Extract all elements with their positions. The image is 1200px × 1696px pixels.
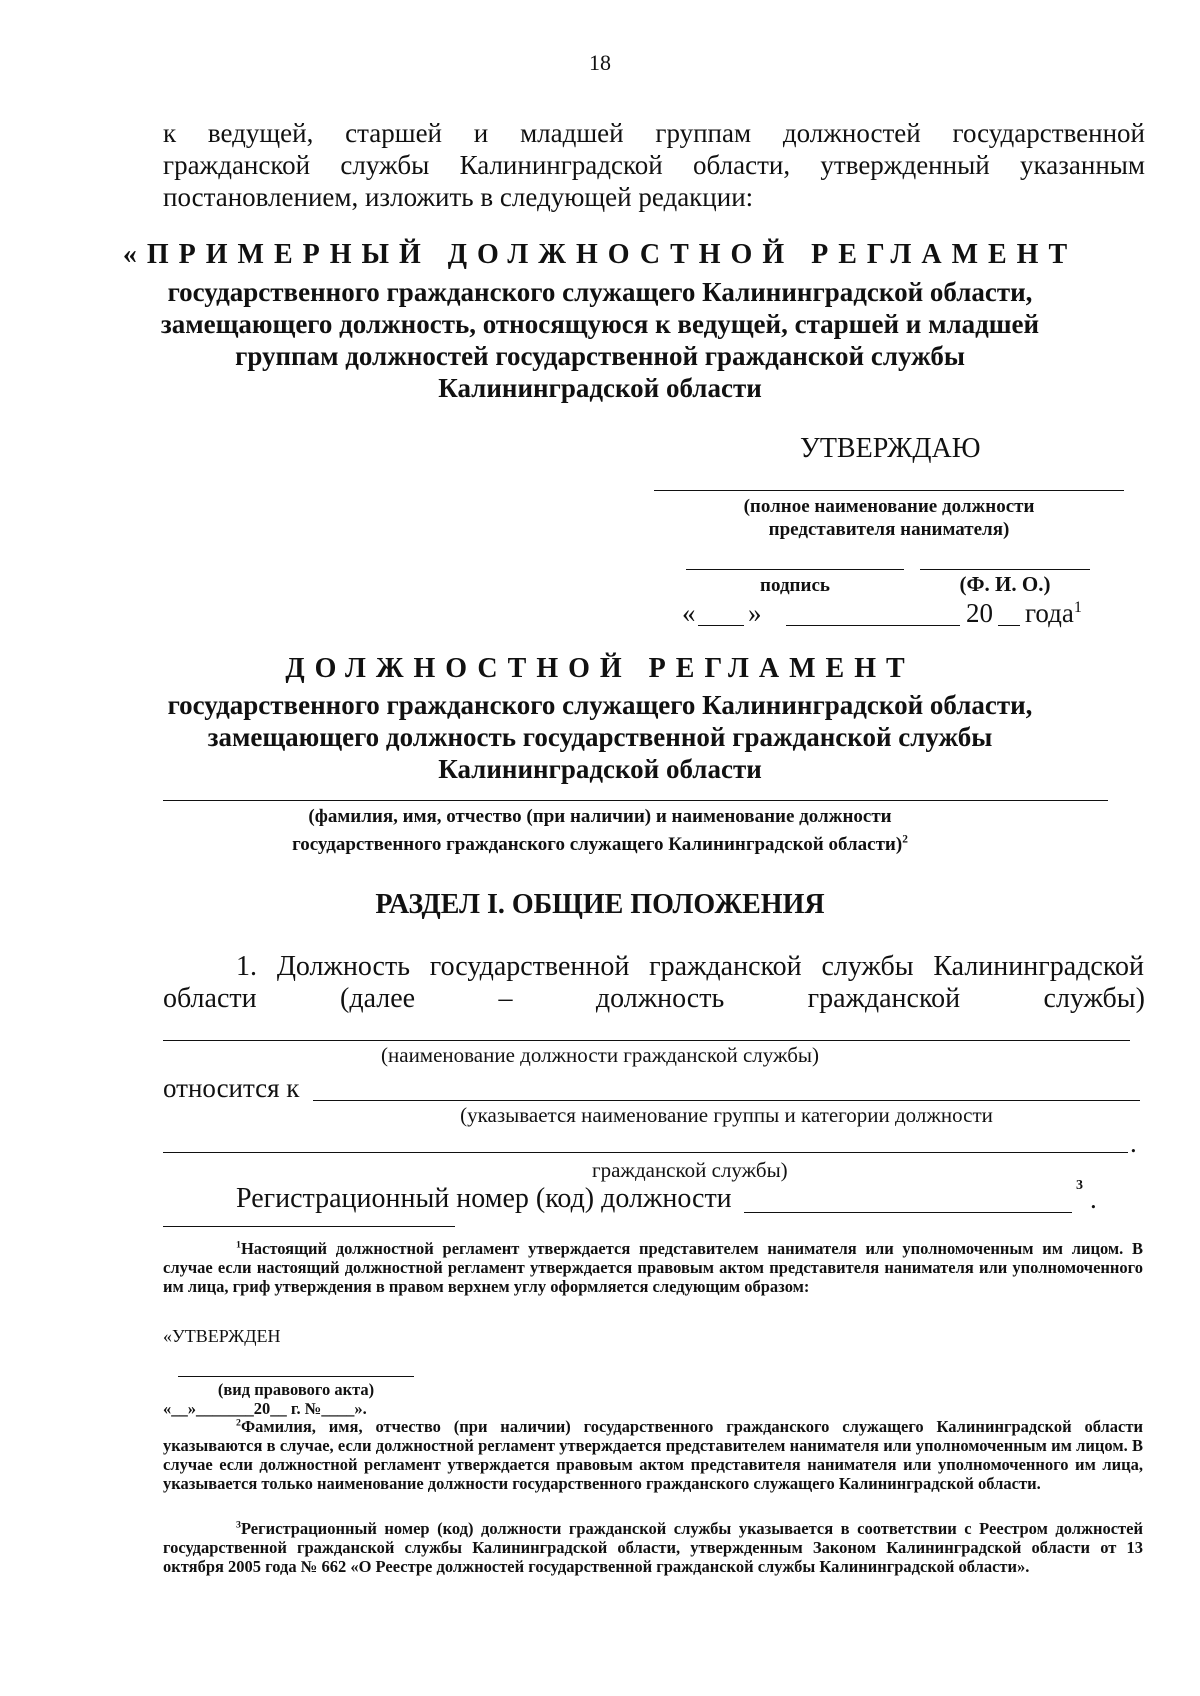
- p1-word: области: [163, 983, 257, 1014]
- p1-word: гражданской: [807, 983, 961, 1014]
- heading1-line-3: замещающего должность, относящуюся к ведущей, старшей и младшей: [160, 309, 1040, 339]
- act-date: «__»_______20__ г. №____».: [163, 1399, 367, 1418]
- signature-line: [686, 569, 904, 570]
- reg-number-label: Регистрационный номер (код) должности: [236, 1183, 732, 1214]
- footnote-2-marker: 2: [236, 1417, 241, 1429]
- date-quote-close: »: [748, 598, 762, 628]
- group-line-2: [163, 1152, 1128, 1153]
- act-type-caption: (вид правового акта): [217, 1380, 375, 1399]
- approval-caption-1: (полное наименование должности: [743, 496, 1035, 517]
- approval-caption-2: представителя нанимателя): [768, 519, 1010, 540]
- heading2-title: ДОЛЖНОСТНОЙ РЕГЛАМЕНТ: [285, 653, 915, 684]
- approval-label: УТВЕРЖДАЮ: [800, 433, 981, 464]
- intro-line-1: к ведущей, старшей и младшей группам должностей государственной: [163, 118, 1145, 148]
- date-year-suffix: года$^1$: [1025, 598, 1082, 628]
- heading1-title: «ПРИМЕРНЫЙ ДОЛЖНОСТНОЙ РЕГЛАМЕНТ: [122, 239, 1078, 270]
- heading2-line-4: Калининградской области: [438, 754, 762, 784]
- date-month-line: [786, 625, 960, 626]
- p1-word: –: [498, 983, 513, 1014]
- section-title: РАЗДЕЛ I. ОБЩИЕ ПОЛОЖЕНИЯ: [375, 889, 825, 920]
- p1-word: должность: [595, 983, 725, 1014]
- intro-line-3: постановлением, изложить в следующей редакции:: [163, 182, 754, 212]
- footnote-ref-3: 3: [1076, 1178, 1083, 1193]
- group-line: [313, 1100, 1140, 1101]
- heading1-line-4: группам должностей государственной гражданской службы: [235, 341, 965, 371]
- employee-name-line: [163, 800, 1108, 801]
- relates-to-label: относится к: [163, 1073, 300, 1103]
- footnote-separator: [163, 1226, 455, 1227]
- footnote-2: $^2$Фамилия, имя, отчество (при наличии) государственного гражданского служащего Калининградской области указываются в случае, если должностной регламент утверждается представителем нанимателя или уполномоченным им лицом. В случае если должностной регламент утверждается правовым актом представителя нанимателя или уполномоченного им лица, указывается только наименование должности государственного гражданского служащего Калининградской области.: [163, 1417, 1143, 1493]
- paragraph-1-line-1: 1. Должность государственной гражданской службы Калининградской: [236, 951, 1144, 982]
- reg-number-period: .: [1090, 1184, 1097, 1214]
- heading2-caption-1: (фамилия, имя, отчество (при наличии) и наименование должности: [308, 806, 892, 827]
- page-number: 18: [589, 50, 611, 75]
- footnote-ref-2: 2: [902, 833, 908, 846]
- p1-word: (далее: [340, 983, 416, 1014]
- date-year-line: [998, 625, 1020, 626]
- heading1-line-2: государственного гражданского служащего Калининградской области,: [167, 277, 1033, 307]
- approval-position-line: [654, 490, 1124, 491]
- footnote-1: $^1$Настоящий должностной регламент утверждается представителем нанимателя или уполномоченным им лицом. В случае если настоящий должностной регламент утверждается правовым актом представителя нанимателя или уполномоченного им лица, гриф утверждения в правом верхнем углу оформляется следующим образом:: [163, 1239, 1143, 1296]
- signature-caption: подпись: [760, 575, 830, 596]
- date-quote-open: «: [682, 598, 696, 628]
- footnote-3: $^3$Регистрационный номер (код) должности гражданской службы указывается в соответствии с Реестром должностей государственной гражданской службы Калининградской области, утвержденным Законом Калининградской области от 13 октября 2005 года № 662 «О Реестре должностей государственной гражданской службы Калининградской области».: [163, 1519, 1143, 1576]
- heading2-line-3: замещающего должность государственной гражданской службы: [207, 722, 993, 752]
- heading2-line-2: государственного гражданского служащего Калининградской области,: [167, 690, 1033, 720]
- position-caption: (наименование должности гражданской службы): [381, 1043, 819, 1067]
- group-caption-2: гражданской службы): [592, 1158, 788, 1182]
- group-caption: (указывается наименование группы и категории должности: [460, 1103, 993, 1127]
- group-period: .: [1130, 1128, 1137, 1158]
- footnote-ref-1: 1: [1073, 598, 1082, 616]
- date-day-line: [698, 625, 744, 626]
- reg-number-line: [744, 1212, 1072, 1213]
- position-name-line: [163, 1040, 1130, 1041]
- paragraph-1-line-2: [163, 984, 1145, 1014]
- heading2-caption-2: государственного гражданского служащего Калининградской области)$^2$: [292, 833, 908, 855]
- heading1-line-5: Калининградской области: [438, 373, 762, 403]
- fio-caption: (Ф. И. О.): [959, 572, 1051, 596]
- footnote-1-marker: 1: [236, 1239, 241, 1251]
- p1-word: службы): [1043, 983, 1145, 1014]
- act-type-line: [178, 1376, 414, 1377]
- footnote-3-marker: 3: [236, 1519, 241, 1531]
- fio-line: [920, 569, 1090, 570]
- date-year-prefix: 20: [966, 598, 993, 628]
- intro-line-2: гражданской службы Калининградской области, утвержденный указанным: [163, 150, 1145, 180]
- approved-stamp-label: «УТВЕРЖДЕН: [163, 1326, 281, 1346]
